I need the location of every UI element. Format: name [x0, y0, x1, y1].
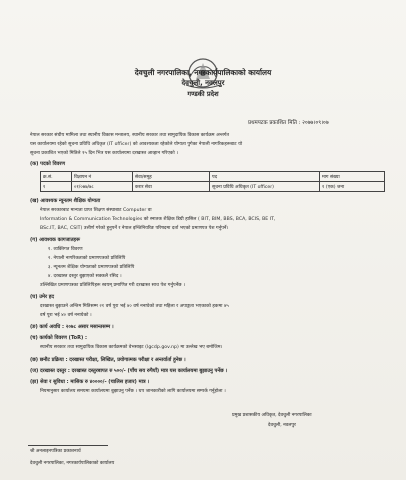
- qualification-line-3: BSc.IT, BAC, CSIT) उत्तीर्ण गरेको हुनुपर्ने र नेपाल इन्जिनियरिङ परिषदमा दर्ता भएको प्रमाणपत्र पेश गर्नुपर्ने।: [40, 226, 229, 231]
- publication-date: प्रथमपटक प्रकाशित मिति : २०७७।०९।०७: [248, 120, 329, 126]
- tor-line-1: स्थानीय सरकार तथा सामुदायिक विकास कार्यक्रमको वेभसाइट (lgcdp.gov.np) मा उल्लेख भए बमोजिम।: [40, 345, 223, 350]
- signature-title: प्रमुख प्रशासकीय अधिकृत, देवचुली नगरपालिका: [232, 413, 312, 418]
- office-name: देवचुली नगरपालिका, नगरकार्यपालिकाको कार्यालय: [134, 68, 272, 77]
- age-line-2: वर्ष पूरा भई ४० वर्ष ननाघेको ।: [40, 313, 92, 318]
- table-cell: करार सेवा: [133, 182, 210, 192]
- section-a-title: (क) पदको विवरण: [30, 161, 66, 167]
- signature-location: देवचुली, नवलपुर: [268, 423, 296, 428]
- qualification-line-2: Information & Communication Technologies को स्नातक शैक्षिक डिग्री हासिल ( BIT, BIM, BBS, BCA, BCIS, BE IT,: [40, 217, 276, 222]
- table-header-cell: माग संख्या: [320, 172, 385, 182]
- footer-underline: [28, 445, 108, 446]
- table-cell: सूचना प्रविधि अधिकृत (IT officer): [210, 182, 320, 192]
- table-header-cell: विज्ञापन नं: [72, 172, 133, 182]
- intro-line-3: सूचना प्रकाशित भएको मितिले १५ दिन भित्र यस कार्यालयमा दरखास्त आव्हान गरिएको ।: [30, 151, 178, 156]
- qualification-line-1: नेपाल सरकारबाट मान्यता प्राप्त शिक्षण संस्थाबाट Computer वा: [40, 208, 152, 213]
- intro-line-2: यस कार्यालयमा रहेको सूचना प्रविधि अधिकृत (IT officer) को आवश्यकता रहेकोले योग्यता पुगेका नेपाली नागरिकहरूबाट यो: [30, 142, 243, 147]
- table-header-cell: क्र.सं.: [41, 172, 72, 182]
- service-line-1: नियमानुसार कार्यालय समयमा कार्यालयमा बुझाउनु पर्नेछ । थप जानकारीको लागि कार्यालयमा सम्पर्क गर्नुहोला ।: [40, 389, 226, 394]
- section-e-title: (ङ) कार्य अवधि : २०७८ असार मसान्तसम्म ।: [30, 324, 114, 330]
- table-header-row: [41, 172, 385, 182]
- intro-line-1: नेपाल सरकार संघीय मामिला तथा स्थानीय विकास मन्त्रालय, स्थानीय सरकार तथा सामुदायिक विकास कार्यक्रम अन्तर्गत: [30, 133, 230, 138]
- table-header-cell: पद: [210, 172, 320, 182]
- table-cell: १: [41, 182, 72, 192]
- table-cell: ०१/०७७/७८: [72, 182, 133, 192]
- table-cell: १ (एक) जना: [320, 182, 385, 192]
- section-g-title: (छ) छनौट प्रक्रिया : दरखास्त परीक्षा, लिखित, प्रयोगात्मक परीक्षा र अन्तर्वार्ता हुनेछ ।: [30, 357, 186, 363]
- office-province: गण्डकी प्रदेश: [187, 90, 219, 98]
- section-d-title: (घ) उमेर हद: [30, 294, 55, 300]
- section-b-title: (ख) आवश्यक न्यूनतम शैक्षिक योग्यता: [30, 198, 101, 204]
- section-c-title: (ग) आवश्यक कागजातहरू: [30, 237, 80, 243]
- table-header-cell: सेवा/समूह: [133, 172, 210, 182]
- vacancy-table: [40, 171, 385, 192]
- documents-note: उल्लिखित प्रमाणपत्रका प्रतिलिपिहरू स्वयम् प्रमाणित गरी दरखास्त साथ पेश गर्नुपर्नेछ ।: [40, 283, 185, 288]
- document-item: २. नेपाली नागरिकताको प्रमाणपत्रको प्रतिलिपि: [48, 256, 126, 261]
- office-location: देवचुली, नवलपुर: [181, 79, 225, 87]
- document-item: ४. दरखास्त दस्तुर बुझाएको सक्कलै रसिद ।: [48, 274, 122, 279]
- document-item: ३. न्यूनतम शैक्षिक योग्यताको प्रमाणपत्रको प्रतिलिपि: [48, 265, 135, 270]
- section-i-title: (झ) सेवा र सुविधा : मासिक रु ४००००/- (चालिस हजार) मात्र ।: [30, 379, 150, 385]
- document-item: १. व्यक्तिगत विवरण: [48, 247, 83, 252]
- age-line-1: दरखास्त बुझाउने अन्तिम मितिसम्म २१ वर्ष पूरा भई ४० वर्ष ननाघेको तथा महिला र अपाङ्गता भएकाको हकमा ४५: [40, 304, 229, 309]
- footer-label: श्री अनलाइनपत्रिका प्रकाशनार्थ: [30, 449, 81, 454]
- section-h-title: (ज) दरखास्त दस्तुर : दरखास्त दस्तुरबापत रु ५००/- (पाँच सय रुपैयाँ) मात्र यस कार्यालयमा बुझाउनु पर्नेछ ।: [30, 368, 228, 374]
- footer-office: देवचुली नगरपालिका, नगरकार्यपालिकाको कार्यालय: [30, 461, 115, 466]
- section-f-title: (च) कार्यको विवरण (ToR) :: [30, 335, 87, 341]
- table-row: [41, 182, 385, 192]
